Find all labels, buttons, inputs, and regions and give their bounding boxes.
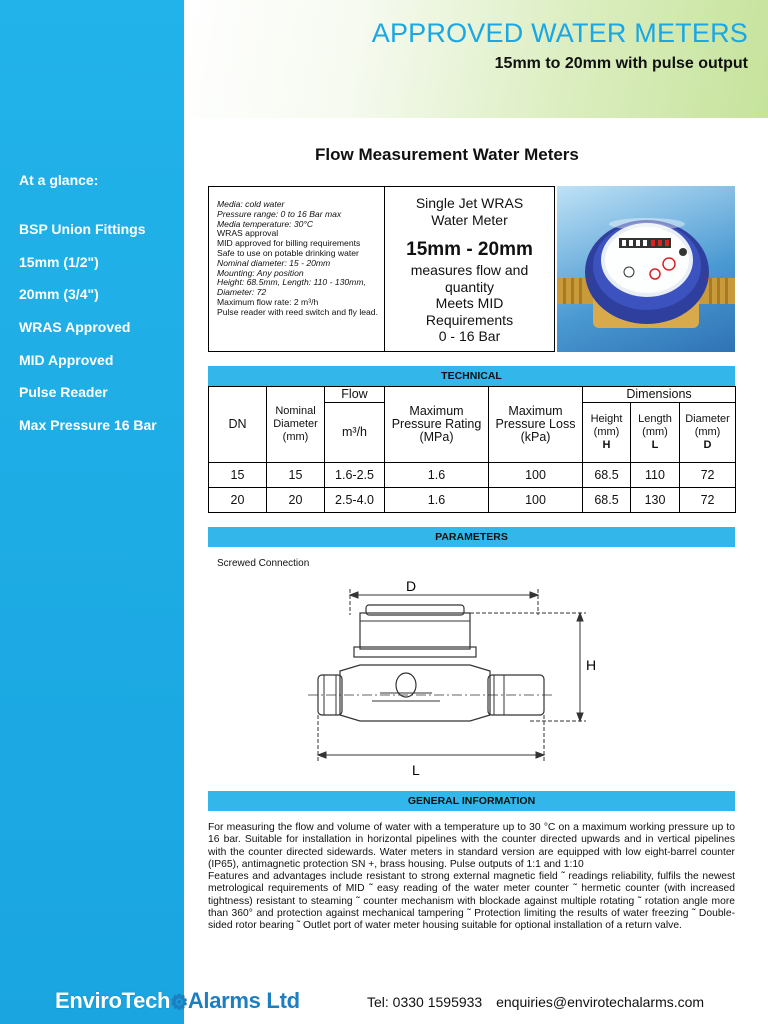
table-cell: 110 [631,463,680,488]
table-cell: 15 [267,463,325,488]
spec-line: Pulse reader with reed switch and fly lead. [217,306,378,317]
header-length-label: Length (mm) [638,413,672,438]
header-height-label: Height (mm) [590,413,623,438]
phone-number: Tel: 0330 1595933 [367,994,483,1010]
contact-info [367,994,704,1010]
spec-line: MID approved for billing requirements [217,238,361,249]
spec-line: Pressure range: 0 to 16 Bar max [217,208,342,219]
company-logo [55,988,300,1015]
header-length-symbol: L [651,439,659,451]
spec-line: Maximum flow rate: 2 m³/h [217,296,319,307]
spec-line: Nominal diameter: 15 - 20mm [217,257,331,268]
product-desc: quantity [444,278,495,295]
sidebar-heading: At a glance: [19,172,99,188]
sidebar-item: Max Pressure 16 Bar [19,417,157,434]
dimension-label-h: H [586,657,597,673]
general-info-paragraph: For measuring the flow and volume of water with a temperature up to 30 °C on a maximum working pressure up to 16 bar. Suitable for installation in horizontal pipelines with the counter directed upwards and in vertical pipelines with the counter directed sidewards. Water meters in standard version are equipped with low eight-barrel counter (IP65), antimagnetic protection SN +, brass housing. Pulse outputs of 1:1 and 1:10 [208,822,735,870]
table-cell: 72 [680,488,736,513]
logo-text: Alarms Ltd [187,988,300,1013]
header-flow: Flow [325,387,385,403]
product-size: 15mm - 20mm [406,239,533,260]
header-dn: DN [209,387,267,463]
product-desc: 0 - 16 Bar [438,328,501,344]
header-height [583,403,631,463]
header-diameter-label: Diameter (mm) [685,413,730,438]
general-info-bar: GENERAL INFORMATION [208,791,735,811]
sidebar [0,0,184,1024]
table-cell: 72 [680,463,736,488]
gear-icon: ⚙ [170,992,188,1014]
table-cell: 1.6 [385,488,489,513]
document-title: Flow Measurement Water Meters [315,145,579,164]
product-desc: Requirements [425,311,514,328]
product-line: Water Meter [431,211,508,228]
header-diameter-symbol: D [703,439,712,451]
diagram-caption: Screwed Connection [217,558,310,569]
product-desc: Meets MID [435,295,504,311]
table-cell: 15 [209,463,267,488]
spec-line: Safe to use on potable drinking water [217,247,359,258]
table-cell: 20 [267,488,325,513]
spec-list [209,187,385,351]
table-cell: 1.6-2.5 [325,463,385,488]
header-height-symbol: H [602,439,611,451]
spec-line: WRAS approval [217,228,279,239]
spec-line: Height: 68.5mm, Length: 110 - 130mm, [217,277,366,288]
water-meter-photo [557,186,735,352]
dimension-label-l: L [412,762,420,775]
sidebar-item: MID Approved [19,351,114,368]
table-cell: 20 [209,488,267,513]
product-summary [385,187,554,351]
dimension-label-d: D [406,578,417,594]
meter-dimension-diagram [300,575,600,775]
general-info-text [208,822,735,933]
header-max-pressure-loss: Maximum Pressure Loss (kPa) [489,387,583,463]
header-max-pressure-rating: Maximum Pressure Rating (MPa) [385,387,489,463]
technical-table [208,386,736,513]
email-link[interactable]: enquiries@envirotechalarms.com [496,994,705,1010]
logo-text: EnviroTech [55,988,171,1013]
spec-line: Media: cold water [217,199,285,209]
general-info-paragraph: Features and advantages include resistant to strong external magnetic field ˜ readings reliability, fulfils the newest metrological requirements of MID ˜ easy reading of the water meter counter ˜ hermetic counter (with increased tightness) resistant to steaming ˜ counter mechanism with blockade against multiple rotating ˜ rotation angle more than 360° and protection against mechanical tampering ˜ Protection limiting the results of water freezing ˜ Double-sided rotor bearing ˜ Outlet port of water meter housing suitable for optional installation of a return valve. [208,871,735,932]
table-row [209,488,736,513]
spec-box [208,186,555,352]
table-cell: 2.5-4.0 [325,488,385,513]
spec-line: Diameter: 72 [217,287,267,298]
table-cell: 1.6 [385,463,489,488]
table-cell: 130 [631,488,680,513]
header-nominal-diameter: Nominal Diameter (mm) [267,387,325,463]
sidebar-item: 20mm (3/4") [19,286,99,303]
sidebar-item: BSP Union Fittings [19,221,146,237]
header-dimensions: Dimensions [583,387,736,403]
product-desc: measures flow and [410,262,529,278]
page-subtitle: 15mm to 20mm with pulse output [494,55,748,72]
spec-line: Media temperature: 30°C [217,218,314,229]
header-diameter [680,403,736,463]
parameters-bar: PARAMETERS [208,527,735,547]
header-flow-unit: m³/h [325,403,385,463]
product-line: Single Jet WRAS [415,195,524,211]
header-banner [184,0,768,118]
table-cell: 100 [489,488,583,513]
table-row [209,463,736,488]
page-title: APPROVED WATER METERS [371,18,748,48]
header-length [631,403,680,463]
water-meter-illustration [557,186,735,352]
spec-line: Mounting: Any position [217,267,304,278]
table-cell: 68.5 [583,488,631,513]
technical-bar: TECHNICAL [208,366,735,386]
table-cell: 68.5 [583,463,631,488]
sidebar-item: Pulse Reader [19,384,108,401]
sidebar-list [19,220,157,449]
table-cell: 100 [489,463,583,488]
sidebar-item: WRAS Approved [19,319,131,336]
sidebar-item: 15mm (1/2") [19,253,99,270]
